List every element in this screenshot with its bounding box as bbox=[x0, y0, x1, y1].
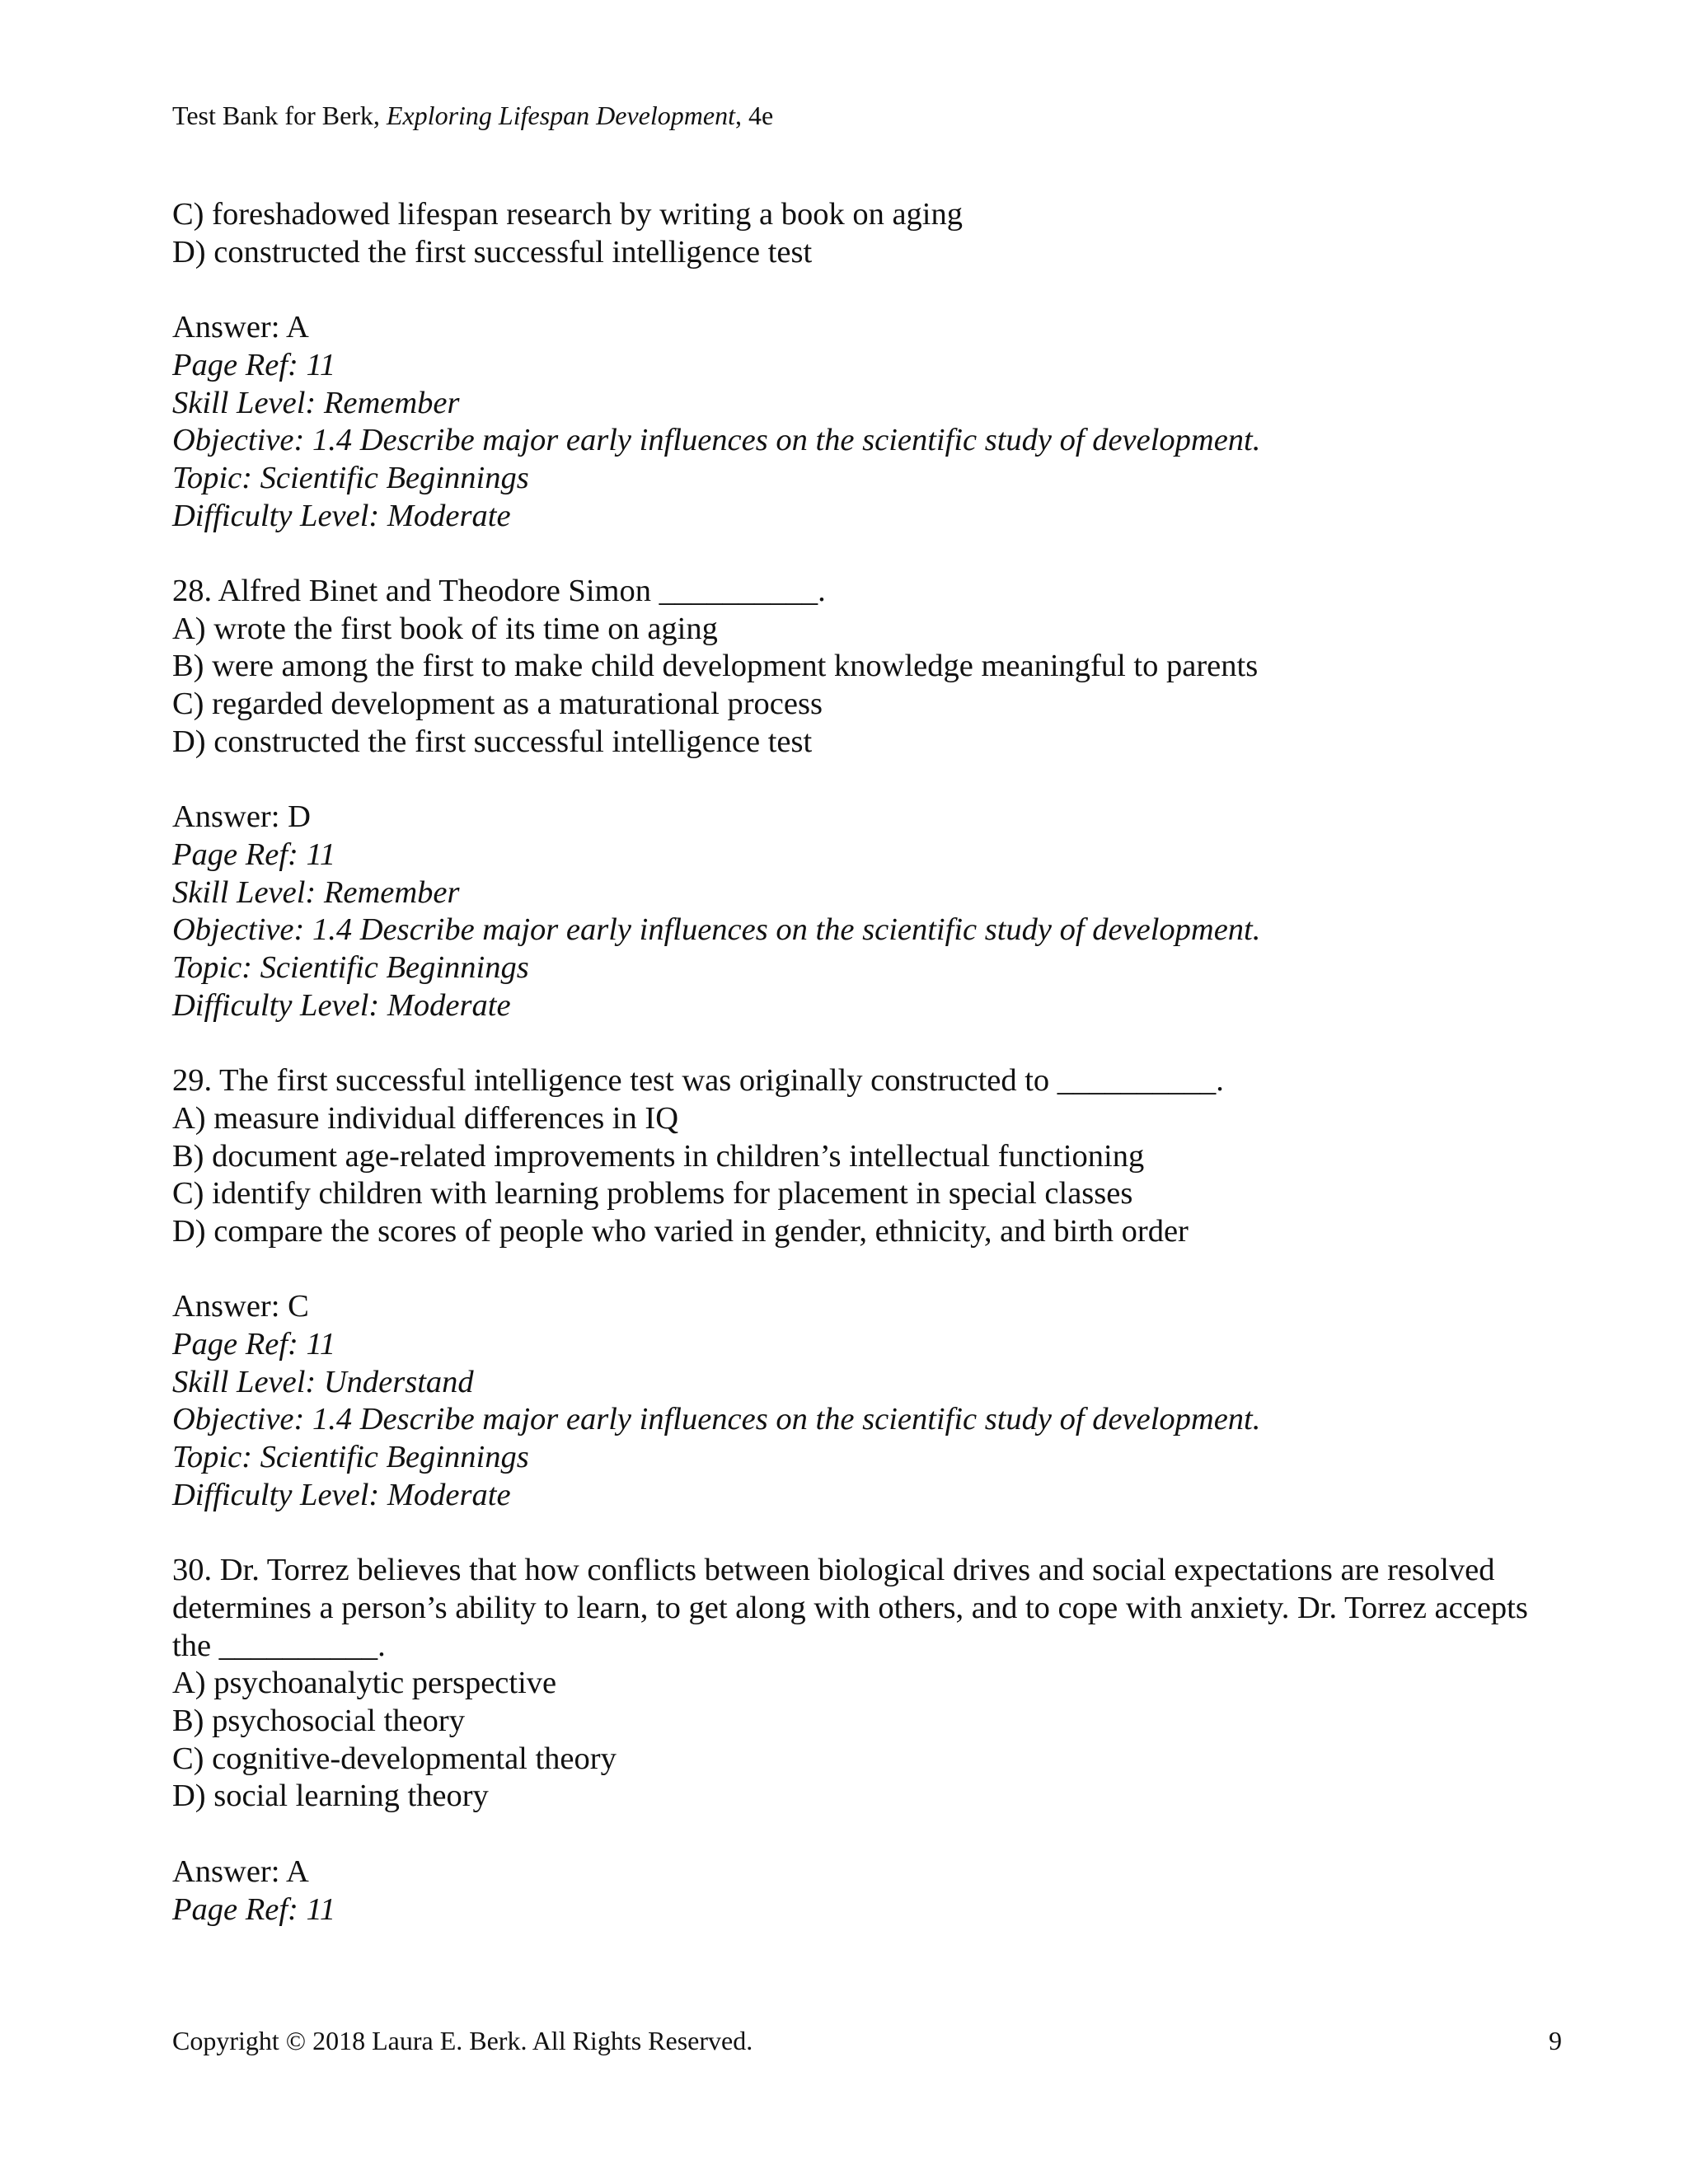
page-number: 9 bbox=[1549, 2026, 1562, 2055]
blank-line bbox=[172, 1515, 1557, 1553]
text-line: Answer: A bbox=[172, 1854, 309, 1889]
text-line: D) social learning theory bbox=[172, 1779, 489, 1814]
header-suffix: , 4e bbox=[734, 101, 774, 130]
text-line: 30. Dr. Torrez believes that how conflicts between biological drives and social expectations are resolved determines a person’s ability to learn, to get along with others, and to cope with anxiety. Dr. Torrez accepts the __________. bbox=[172, 1553, 1528, 1663]
text-line: D) constructed the first successful intelligence test bbox=[172, 234, 813, 269]
text-line: 28. Alfred Binet and Theodore Simon __________. bbox=[172, 574, 826, 608]
text-line: B) document age-related improvements in children’s intellectual functioning bbox=[172, 1138, 1145, 1174]
question-content bbox=[172, 196, 1557, 1929]
text-line: D) compare the scores of people who varied in gender, ethnicity, and birth order bbox=[172, 1213, 1189, 1249]
metadata-line: Skill Level: Remember bbox=[172, 874, 460, 910]
blank-line bbox=[172, 271, 1557, 309]
metadata-line: Skill Level: Understand bbox=[172, 1364, 474, 1399]
text-line: B) were among the first to make child development knowledge meaningful to parents bbox=[172, 649, 1259, 684]
text-line: C) cognitive-developmental theory bbox=[172, 1741, 617, 1776]
blank-line bbox=[172, 1251, 1557, 1289]
text-line: C) identify children with learning problems for placement in special classes bbox=[172, 1176, 1133, 1212]
text-line: Answer: C bbox=[172, 1289, 309, 1324]
text-line: Answer: D bbox=[172, 799, 311, 835]
metadata-line: Page Ref: 11 bbox=[172, 347, 336, 382]
text-line: A) wrote the first book of its time on aging bbox=[172, 611, 718, 646]
text-line: Answer: A bbox=[172, 310, 309, 345]
running-header bbox=[172, 99, 773, 132]
metadata-line: Difficulty Level: Moderate bbox=[172, 987, 511, 1023]
text-line: 29. The first successful intelligence test was originally constructed to __________. bbox=[172, 1063, 1224, 1099]
metadata-line: Objective: 1.4 Describe major early influences on the scientific study of development. bbox=[172, 1402, 1261, 1437]
header-prefix: Test Bank for Berk, bbox=[172, 101, 387, 130]
text-line: A) measure individual differences in IQ bbox=[172, 1100, 679, 1136]
blank-line bbox=[172, 1024, 1557, 1062]
metadata-line: Topic: Scientific Beginnings bbox=[172, 950, 529, 986]
metadata-line: Objective: 1.4 Describe major early influences on the scientific study of development. bbox=[172, 423, 1261, 458]
text-line: B) psychosocial theory bbox=[172, 1704, 465, 1739]
copyright-footer: Copyright © 2018 Laura E. Berk. All Rights Reserved. bbox=[172, 2026, 753, 2055]
metadata-line: Difficulty Level: Moderate bbox=[172, 498, 511, 533]
text-line: C) regarded development as a maturational process bbox=[172, 687, 823, 722]
metadata-line: Skill Level: Remember bbox=[172, 385, 460, 420]
text-line: C) foreshadowed lifespan research by writing a book on aging bbox=[172, 197, 964, 232]
text-line: D) constructed the first successful intelligence test bbox=[172, 724, 813, 759]
blank-line bbox=[172, 1816, 1557, 1854]
metadata-line: Objective: 1.4 Describe major early influences on the scientific study of development. bbox=[172, 912, 1261, 948]
metadata-line: Topic: Scientific Beginnings bbox=[172, 1440, 529, 1475]
metadata-line: Page Ref: 11 bbox=[172, 1891, 336, 1927]
blank-line bbox=[172, 535, 1557, 573]
metadata-line: Topic: Scientific Beginnings bbox=[172, 460, 529, 495]
text-line: A) psychoanalytic perspective bbox=[172, 1666, 557, 1701]
metadata-line: Page Ref: 11 bbox=[172, 1327, 336, 1362]
metadata-line: Page Ref: 11 bbox=[172, 837, 336, 872]
header-book-title: Exploring Lifespan Development bbox=[386, 101, 735, 130]
blank-line bbox=[172, 762, 1557, 799]
metadata-line: Difficulty Level: Moderate bbox=[172, 1477, 511, 1512]
